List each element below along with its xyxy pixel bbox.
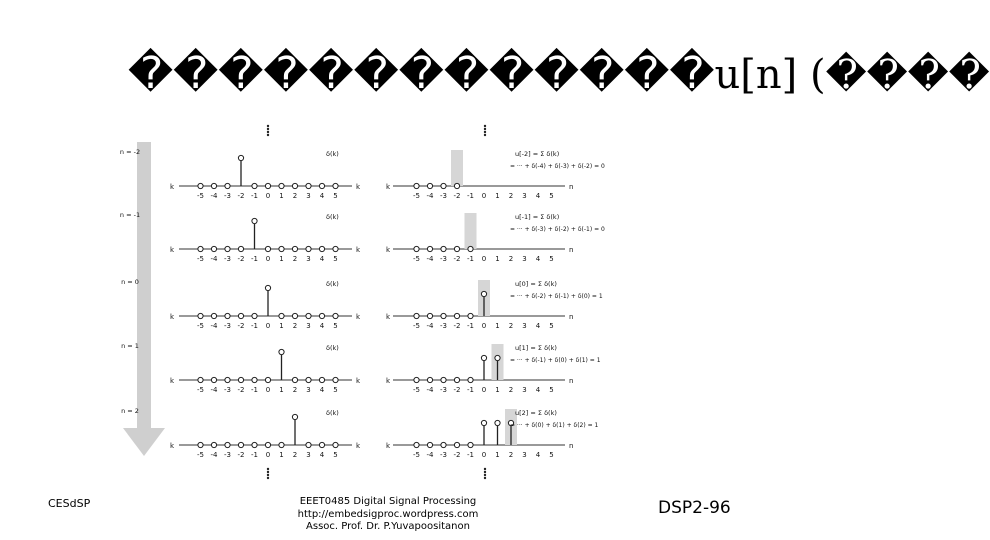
right-sample-marker <box>414 183 419 188</box>
right-tick-label: 3 <box>522 386 527 394</box>
left-sample-marker <box>279 246 284 251</box>
left-sample-marker <box>306 377 311 382</box>
left-sample-marker <box>225 246 230 251</box>
left-sample-marker <box>225 183 230 188</box>
continuation-dot <box>484 128 486 130</box>
right-tick-label: 1 <box>495 386 500 394</box>
right-sample-marker <box>441 246 446 251</box>
row-n-label: n = 0 <box>121 278 139 286</box>
right-sample-marker <box>468 442 473 447</box>
right-sample-marker <box>441 313 446 318</box>
left-tick-label: -3 <box>224 192 231 200</box>
continuation-dot <box>267 134 269 136</box>
left-tick-label: 1 <box>279 322 284 330</box>
row-n-label: n = 1 <box>121 342 139 350</box>
right-step-marker <box>481 420 486 425</box>
left-impulse-marker <box>238 155 243 160</box>
left-sample-marker <box>198 183 203 188</box>
left-tick-label: -1 <box>251 192 258 200</box>
right-tick-label: -4 <box>426 255 434 263</box>
left-tick-label: 5 <box>333 451 338 459</box>
right-sample-marker <box>468 246 473 251</box>
left-tick-label: 2 <box>292 192 298 200</box>
left-tick-label: 5 <box>333 255 338 263</box>
left-sample-marker <box>279 442 284 447</box>
right-tick-label: 5 <box>549 386 554 394</box>
left-tick-label: -2 <box>237 451 245 459</box>
left-tick-label: -2 <box>237 255 245 263</box>
left-sample-marker <box>292 246 297 251</box>
left-sample-marker <box>198 377 203 382</box>
row-summation-expansion: = ··· + δ(-1) + δ(0) + δ(1) = 1 <box>510 357 601 364</box>
left-impulse-marker <box>265 285 270 290</box>
right-tick-label: -5 <box>413 386 420 394</box>
right-tick-label: -2 <box>453 451 461 459</box>
right-tick-label: -5 <box>413 255 420 263</box>
time-progression-arrow-shaft <box>137 142 151 430</box>
left-sample-marker <box>319 313 324 318</box>
continuation-dot <box>267 131 269 133</box>
left-tick-label: -3 <box>224 255 231 263</box>
right-axis-label-n: n <box>569 313 574 321</box>
footer-course-url: http://embedsigproc.wordpress.com <box>297 508 479 520</box>
left-tick-label: 1 <box>279 192 284 200</box>
left-tick-label: 4 <box>319 386 325 394</box>
left-sample-marker <box>198 442 203 447</box>
right-sample-marker <box>414 442 419 447</box>
left-sample-marker <box>238 377 243 382</box>
right-tick-label: 1 <box>495 451 500 459</box>
right-step-marker <box>495 355 500 360</box>
right-tick-label: 2 <box>508 451 514 459</box>
right-tick-label: -3 <box>440 255 447 263</box>
left-tick-label: -5 <box>197 255 204 263</box>
left-tick-label: -4 <box>210 451 218 459</box>
left-impulse-marker <box>252 218 257 223</box>
right-axis-label-n: n <box>569 246 574 254</box>
continuation-dot <box>267 471 269 473</box>
left-sample-marker <box>333 246 338 251</box>
left-axis-label-k: k <box>169 442 174 450</box>
left-sample-marker <box>198 246 203 251</box>
right-tick-label: 0 <box>481 386 487 394</box>
left-tick-label: -1 <box>251 386 258 394</box>
row-delta-label: δ(k) <box>326 280 339 288</box>
right-step-marker <box>495 420 500 425</box>
right-sample-marker <box>427 313 432 318</box>
row-n-label: n = -1 <box>119 211 141 219</box>
left-tick-label: 3 <box>306 255 311 263</box>
right-tick-label: 1 <box>495 192 500 200</box>
current-n-shaded-bar <box>465 213 477 249</box>
footer-slide-number: DSP2-96 <box>658 498 731 518</box>
left-sample-marker <box>333 442 338 447</box>
time-progression-arrow-head <box>123 428 165 456</box>
continuation-dot <box>484 125 486 127</box>
right-sample-marker <box>441 183 446 188</box>
left-tick-label: -4 <box>210 192 218 200</box>
continuation-dot <box>267 468 269 470</box>
right-tick-label: 1 <box>495 255 500 263</box>
right-axis-label-k: k <box>385 246 390 254</box>
right-tick-label: 1 <box>495 322 500 330</box>
left-tick-label: 2 <box>292 386 298 394</box>
right-step-marker <box>481 355 486 360</box>
left-sample-marker <box>292 313 297 318</box>
left-tick-label: -5 <box>197 322 204 330</box>
left-sample-marker <box>265 377 270 382</box>
left-axis-label-k-right: k <box>356 313 361 321</box>
row-summation-expansion: = ··· + δ(0) + δ(1) + δ(2) = 1 <box>510 422 599 429</box>
left-tick-label: 3 <box>306 322 311 330</box>
right-tick-label: 0 <box>481 255 487 263</box>
left-tick-label: -2 <box>237 322 245 330</box>
row-summation-equation: u[-1] = Σ δ(k) <box>515 213 560 221</box>
left-tick-label: -1 <box>251 255 258 263</box>
left-sample-marker <box>292 183 297 188</box>
right-tick-label: 3 <box>522 322 527 330</box>
row-summation-equation: u[0] = Σ δ(k) <box>515 280 557 288</box>
continuation-dot <box>484 477 486 479</box>
left-sample-marker <box>265 442 270 447</box>
row-n-label: n = -2 <box>119 148 141 156</box>
right-axis-label-k: k <box>385 442 390 450</box>
right-tick-label: 3 <box>522 451 527 459</box>
right-tick-label: 5 <box>549 322 554 330</box>
left-sample-marker <box>265 246 270 251</box>
right-tick-label: -3 <box>440 386 447 394</box>
left-tick-label: 2 <box>292 451 298 459</box>
right-tick-label: -1 <box>467 322 474 330</box>
left-tick-label: -1 <box>251 322 258 330</box>
left-sample-marker <box>306 442 311 447</box>
left-sample-marker <box>211 442 216 447</box>
left-tick-label: -4 <box>210 322 218 330</box>
left-axis-label-k-right: k <box>356 246 361 254</box>
left-sample-marker <box>306 313 311 318</box>
continuation-dot <box>484 474 486 476</box>
right-sample-marker <box>427 442 432 447</box>
left-tick-label: -5 <box>197 386 204 394</box>
left-tick-label: 0 <box>265 255 271 263</box>
right-tick-label: -2 <box>453 322 461 330</box>
left-axis-label-k: k <box>169 377 174 385</box>
left-sample-marker <box>319 246 324 251</box>
right-tick-label: -4 <box>426 192 434 200</box>
left-tick-label: 4 <box>319 255 325 263</box>
left-sample-marker <box>319 183 324 188</box>
row-summation-equation: u[1] = Σ δ(k) <box>515 344 557 352</box>
row-summation-equation: u[-2] = Σ δ(k) <box>515 150 560 158</box>
left-tick-label: -2 <box>237 386 245 394</box>
right-tick-label: 5 <box>549 192 554 200</box>
right-sample-marker <box>414 377 419 382</box>
right-tick-label: 3 <box>522 192 527 200</box>
left-tick-label: -3 <box>224 386 231 394</box>
continuation-dot <box>484 134 486 136</box>
left-tick-label: 3 <box>306 386 311 394</box>
right-tick-label: 0 <box>481 322 487 330</box>
left-axis-label-k-right: k <box>356 442 361 450</box>
right-tick-label: 4 <box>535 322 541 330</box>
right-sample-marker <box>414 246 419 251</box>
left-sample-marker <box>292 377 297 382</box>
left-sample-marker <box>211 313 216 318</box>
continuation-dot <box>484 468 486 470</box>
right-sample-marker <box>427 377 432 382</box>
left-tick-label: 4 <box>319 192 325 200</box>
left-sample-marker <box>238 313 243 318</box>
right-axis-label-n: n <box>569 183 574 191</box>
right-sample-marker <box>427 246 432 251</box>
left-tick-label: 0 <box>265 192 271 200</box>
right-sample-marker <box>454 442 459 447</box>
right-tick-label: -3 <box>440 451 447 459</box>
left-tick-label: 1 <box>279 451 284 459</box>
left-tick-label: -5 <box>197 192 204 200</box>
right-tick-label: -5 <box>413 451 420 459</box>
right-tick-label: 4 <box>535 386 541 394</box>
row-delta-label: δ(k) <box>326 409 339 417</box>
left-tick-label: 4 <box>319 451 325 459</box>
right-tick-label: -1 <box>467 255 474 263</box>
left-sample-marker <box>279 183 284 188</box>
right-tick-label: 5 <box>549 255 554 263</box>
right-tick-label: -5 <box>413 322 420 330</box>
left-sample-marker <box>211 246 216 251</box>
right-tick-label: -1 <box>467 451 474 459</box>
row-summation-expansion: = ··· + δ(-4) + δ(-3) + δ(-2) = 0 <box>510 163 605 170</box>
left-sample-marker <box>211 377 216 382</box>
left-axis-label-k: k <box>169 183 174 191</box>
right-axis-label-n: n <box>569 442 574 450</box>
left-sample-marker <box>238 246 243 251</box>
left-tick-label: 5 <box>333 322 338 330</box>
left-tick-label: 0 <box>265 322 271 330</box>
right-tick-label: 4 <box>535 255 541 263</box>
left-impulse-marker <box>279 349 284 354</box>
continuation-dot <box>267 125 269 127</box>
continuation-dot <box>267 128 269 130</box>
left-sample-marker <box>333 313 338 318</box>
left-tick-label: 5 <box>333 386 338 394</box>
slide-title-text: ������������� <box>128 48 715 99</box>
left-sample-marker <box>252 377 257 382</box>
left-axis-label-k: k <box>169 313 174 321</box>
left-axis-label-k: k <box>169 246 174 254</box>
continuation-dot <box>484 131 486 133</box>
right-tick-label: -3 <box>440 192 447 200</box>
continuation-dot <box>267 477 269 479</box>
right-sample-marker <box>454 377 459 382</box>
right-axis-label-k: k <box>385 313 390 321</box>
right-tick-label: -3 <box>440 322 447 330</box>
right-tick-label: -1 <box>467 192 474 200</box>
right-tick-label: 3 <box>522 255 527 263</box>
row-summation-expansion: = ··· + δ(-3) + δ(-2) + δ(-1) = 0 <box>510 226 605 233</box>
right-tick-label: 2 <box>508 322 514 330</box>
right-tick-label: -5 <box>413 192 420 200</box>
left-sample-marker <box>238 442 243 447</box>
left-sample-marker <box>252 183 257 188</box>
right-tick-label: -2 <box>453 255 461 263</box>
left-sample-marker <box>252 442 257 447</box>
left-sample-marker <box>333 183 338 188</box>
right-tick-label: 2 <box>508 255 514 263</box>
right-tick-label: -2 <box>453 386 461 394</box>
right-axis-label-k: k <box>385 183 390 191</box>
left-tick-label: -5 <box>197 451 204 459</box>
left-tick-label: 1 <box>279 255 284 263</box>
right-tick-label: 5 <box>549 451 554 459</box>
left-tick-label: 5 <box>333 192 338 200</box>
right-tick-label: 0 <box>481 451 487 459</box>
right-sample-marker <box>414 313 419 318</box>
right-tick-label: -4 <box>426 451 434 459</box>
left-tick-label: -1 <box>251 451 258 459</box>
right-tick-label: 2 <box>508 192 514 200</box>
left-axis-label-k-right: k <box>356 377 361 385</box>
right-sample-marker <box>454 313 459 318</box>
left-sample-marker <box>333 377 338 382</box>
left-tick-label: 2 <box>292 322 298 330</box>
row-n-label: n = 2 <box>121 407 139 415</box>
left-sample-marker <box>306 183 311 188</box>
right-axis-label-n: n <box>569 377 574 385</box>
left-sample-marker <box>279 313 284 318</box>
row-summation-equation: u[2] = Σ δ(k) <box>515 409 557 417</box>
left-tick-label: 0 <box>265 386 271 394</box>
continuation-dot <box>267 474 269 476</box>
footer-course-title: EEET0485 Digital Signal Processing <box>299 496 477 507</box>
right-tick-label: 4 <box>535 192 541 200</box>
left-sample-marker <box>319 377 324 382</box>
left-sample-marker <box>225 377 230 382</box>
left-sample-marker <box>198 313 203 318</box>
current-n-shaded-bar <box>451 150 463 186</box>
row-delta-label: δ(k) <box>326 150 339 158</box>
left-tick-label: 3 <box>306 192 311 200</box>
left-tick-label: 3 <box>306 451 311 459</box>
right-tick-label: -4 <box>426 386 434 394</box>
left-sample-marker <box>211 183 216 188</box>
footer-left-label: CESdSP <box>48 497 91 510</box>
left-tick-label: -4 <box>210 255 218 263</box>
right-sample-marker <box>468 377 473 382</box>
left-tick-label: -3 <box>224 322 231 330</box>
right-sample-marker <box>441 377 446 382</box>
left-impulse-marker <box>292 414 297 419</box>
left-sample-marker <box>225 442 230 447</box>
right-sample-marker <box>441 442 446 447</box>
right-tick-label: 4 <box>535 451 541 459</box>
left-sample-marker <box>225 313 230 318</box>
right-tick-label: -2 <box>453 192 461 200</box>
left-sample-marker <box>319 442 324 447</box>
right-sample-marker <box>454 183 459 188</box>
footer-course-info <box>288 496 488 534</box>
row-delta-label: δ(k) <box>326 344 339 352</box>
left-tick-label: 2 <box>292 255 298 263</box>
footer-course-author: Assoc. Prof. Dr. P.Yuvapoositanon <box>306 521 470 532</box>
left-sample-marker <box>306 246 311 251</box>
left-tick-label: 4 <box>319 322 325 330</box>
right-tick-label: -4 <box>426 322 434 330</box>
right-sample-marker <box>427 183 432 188</box>
left-tick-label: 0 <box>265 451 271 459</box>
left-sample-marker <box>252 313 257 318</box>
row-delta-label: δ(k) <box>326 213 339 221</box>
left-sample-marker <box>265 183 270 188</box>
right-sample-marker <box>468 313 473 318</box>
right-axis-label-k: k <box>385 377 390 385</box>
right-tick-label: 2 <box>508 386 514 394</box>
left-axis-label-k-right: k <box>356 183 361 191</box>
left-tick-label: -2 <box>237 192 245 200</box>
right-sample-marker <box>454 246 459 251</box>
row-summation-expansion: = ··· + δ(-2) + δ(-1) + δ(0) = 1 <box>510 293 603 300</box>
left-tick-label: 1 <box>279 386 284 394</box>
right-tick-label: -1 <box>467 386 474 394</box>
right-step-marker <box>481 291 486 296</box>
slide-title-tail: u[n] (���� <box>714 52 990 98</box>
right-tick-label: 0 <box>481 192 487 200</box>
continuation-dot <box>484 471 486 473</box>
left-tick-label: -4 <box>210 386 218 394</box>
left-tick-label: -3 <box>224 451 231 459</box>
